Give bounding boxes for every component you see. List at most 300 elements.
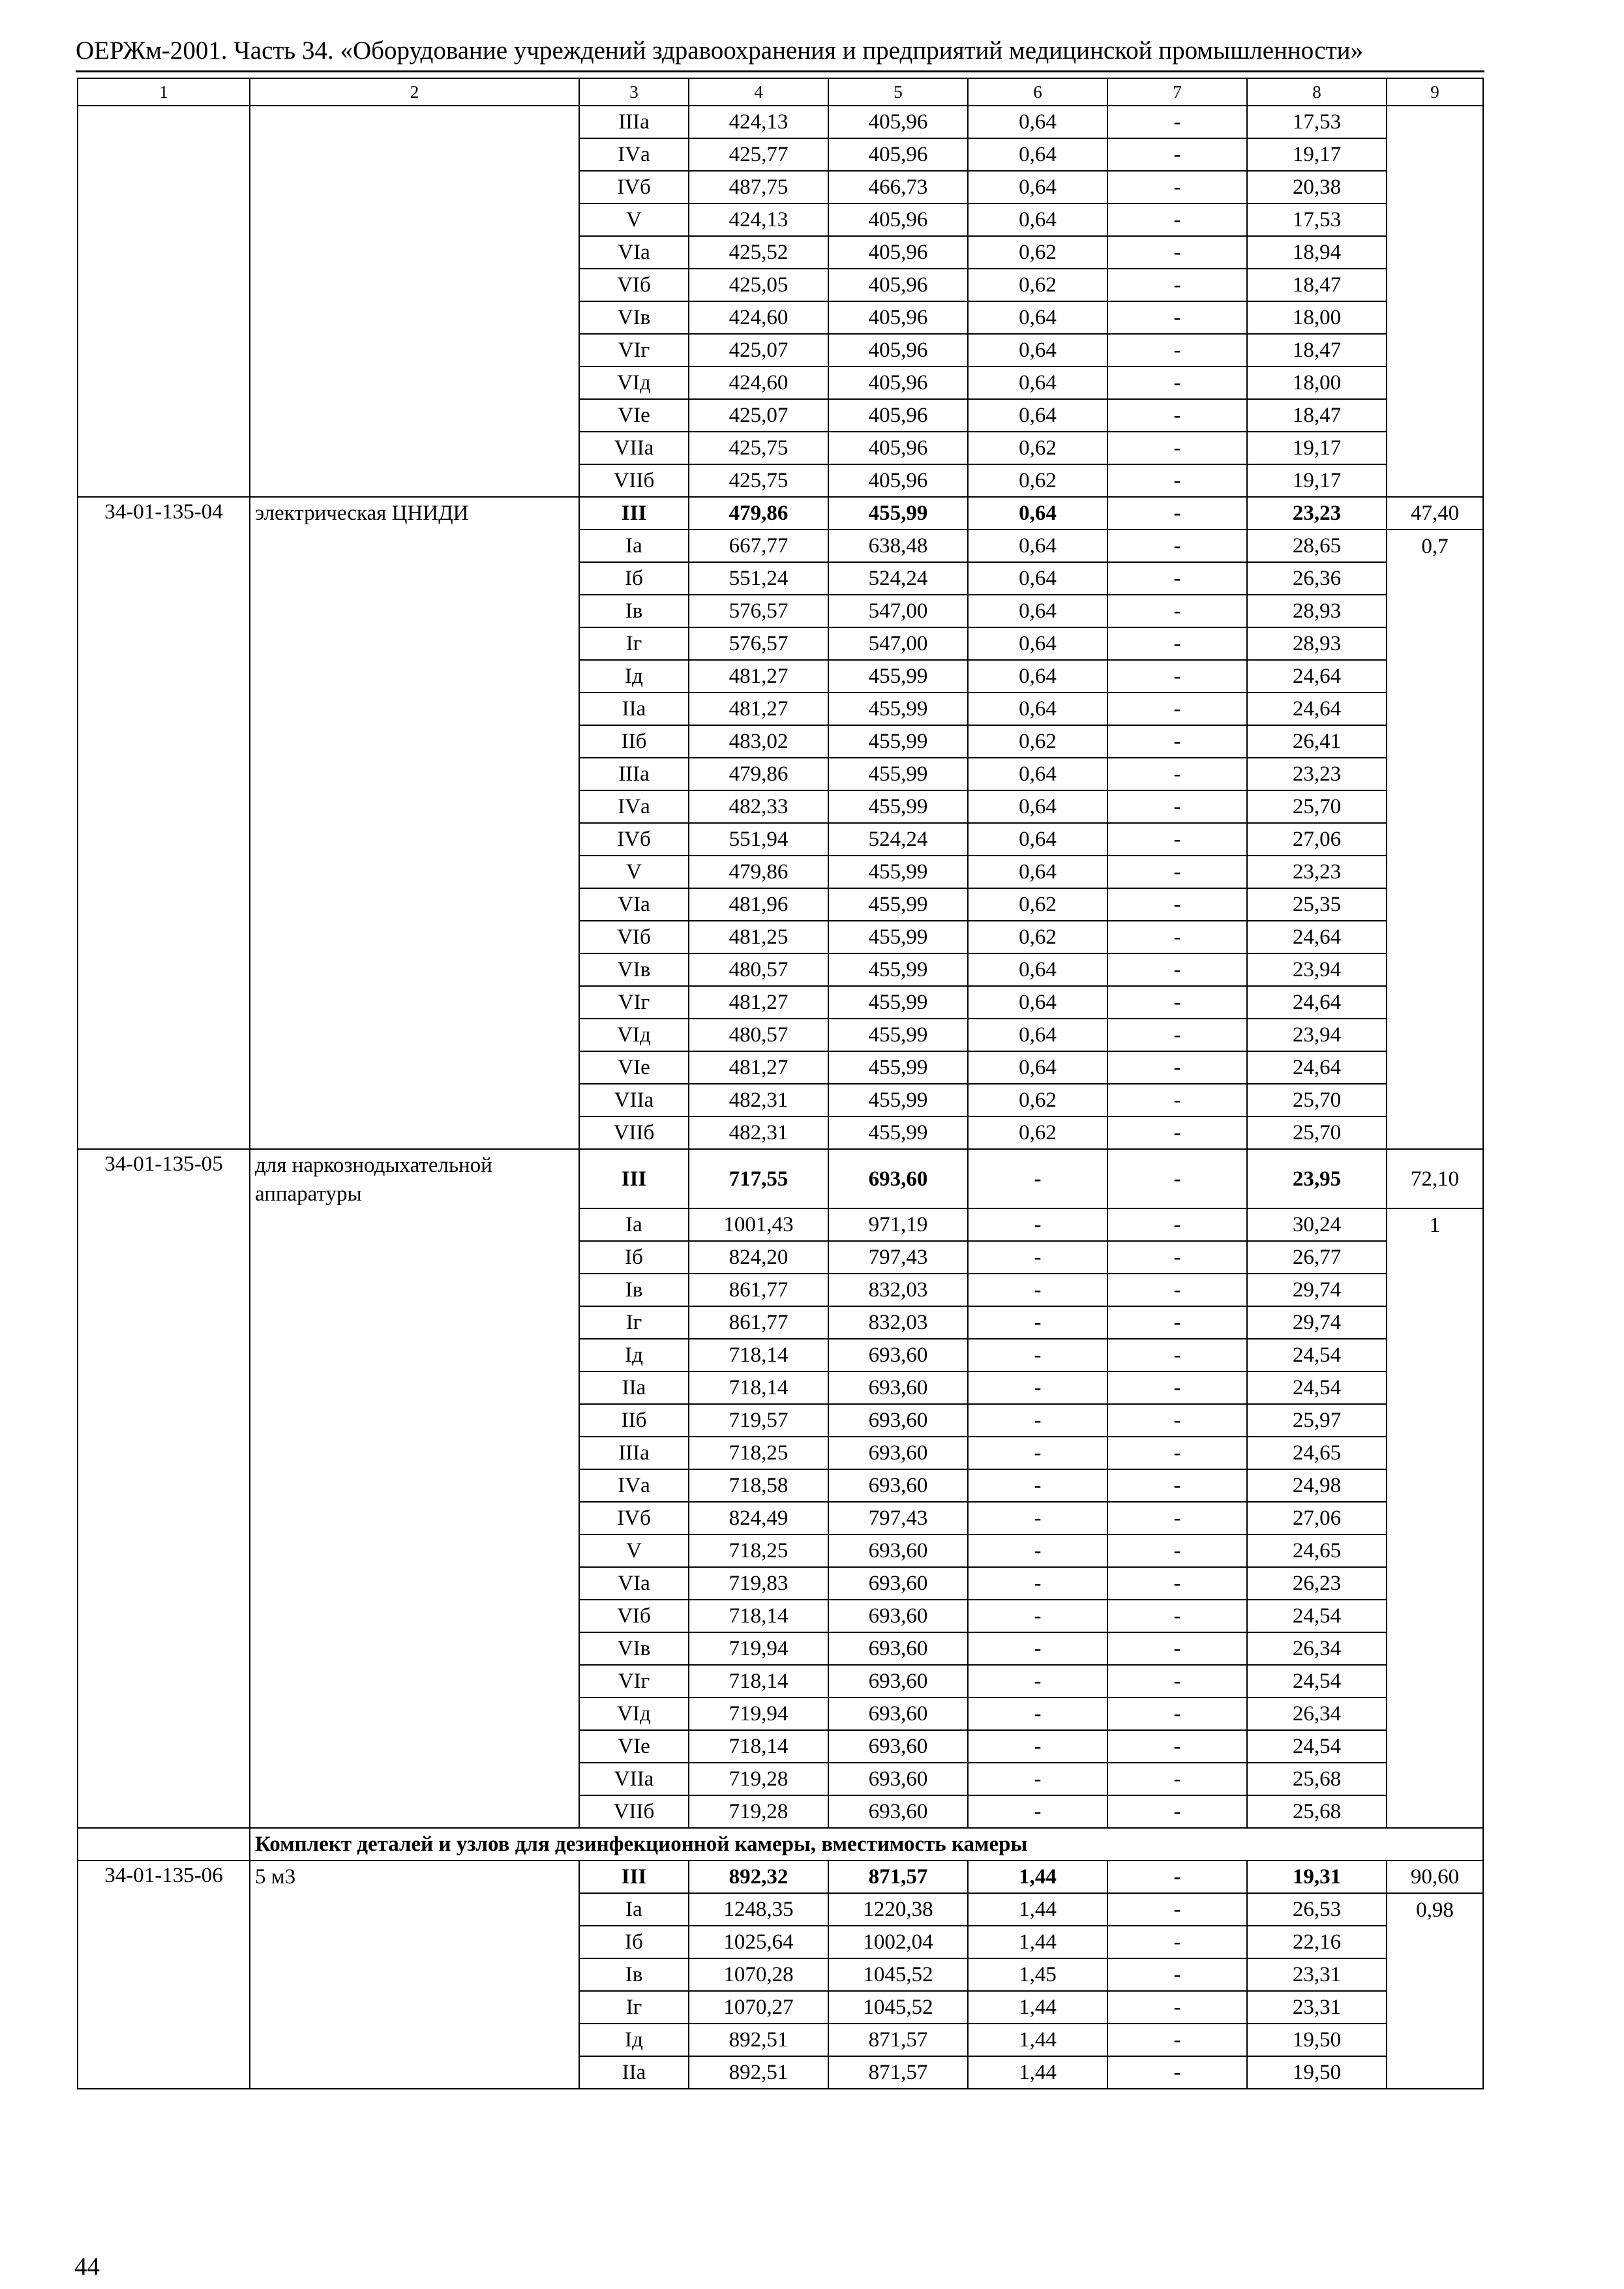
section-title: Комплект деталей и узлов для дезинфекционной камеры, вместимость камеры [250,1828,1483,1861]
machinists-wages-cell: - [1107,1926,1247,1958]
materials-cell: 23,23 [1247,856,1387,888]
column-number: 6 [968,78,1107,106]
machinists-wages-cell: - [1107,1469,1247,1502]
region-cell: IVа [579,790,689,823]
table-row [78,1600,1483,1632]
wages-cell: 405,96 [828,269,968,301]
total-cost-cell: 425,75 [689,432,828,464]
wages-cell: 693,60 [828,1437,968,1469]
labor-cell [1387,1437,1483,1469]
rate-code-cell [78,236,250,269]
description-cell [250,138,579,171]
labor-cell [1387,1958,1483,1991]
machinists-wages-cell: - [1107,823,1247,856]
total-cost-cell: 719,28 [689,1763,828,1795]
machinists-wages-cell: - [1107,1306,1247,1339]
machines-cell: 0,64 [968,530,1107,562]
wages-cell: 455,99 [828,986,968,1019]
machinists-wages-cell: - [1107,432,1247,464]
total-cost-cell: 424,13 [689,203,828,236]
materials-cell: 25,97 [1247,1404,1387,1437]
materials-cell: 25,70 [1247,1084,1387,1116]
machinists-wages-cell: - [1107,1763,1247,1795]
rate-code-cell [78,562,250,595]
machinists-wages-cell: - [1107,1241,1247,1274]
total-cost-cell: 425,52 [689,236,828,269]
description-cell [250,888,579,921]
column-number: 3 [579,78,689,106]
table-row [78,1274,1483,1306]
machines-cell: 0,64 [968,660,1107,693]
labor-cell: 72,10 [1387,1149,1483,1208]
description-cell: электрическая ЦНИДИ [250,497,579,530]
region-cell: Iа [579,1208,689,1241]
wages-cell: 455,99 [828,856,968,888]
table-row [78,1958,1483,1991]
table-row [78,1149,1483,1208]
region-cell: VIIа [579,1084,689,1116]
rate-code-cell [78,986,250,1019]
machinists-wages-cell: - [1107,399,1247,432]
rate-code-cell: 34-01-135-05 [78,1149,250,1208]
materials-cell: 27,06 [1247,823,1387,856]
region-cell: Iг [579,1306,689,1339]
materials-cell: 23,31 [1247,1991,1387,2024]
description-cell [250,1208,579,1241]
total-cost-cell: 718,14 [689,1730,828,1763]
labor-cell [1387,921,1483,953]
region-cell: VIд [579,1698,689,1730]
region-cell: VIв [579,1632,689,1665]
table-row [78,1019,1483,1051]
materials-cell: 24,54 [1247,1665,1387,1698]
machines-cell: 0,64 [968,562,1107,595]
materials-cell: 19,17 [1247,464,1387,497]
machinists-wages-cell: - [1107,236,1247,269]
page-title: ОЕРЖм-2001. Часть 34. «Оборудование учреждений здравоохранения и предприятий медицинской промышленности» [76,37,1363,65]
machines-cell: - [968,1371,1107,1404]
machines-cell: 0,64 [968,856,1107,888]
labor-cell [1387,758,1483,790]
labor-cell [1387,595,1483,627]
table-row [78,1084,1483,1116]
machinists-wages-cell: - [1107,138,1247,171]
machines-cell: 0,64 [968,986,1107,1019]
labor-cell: 1 [1387,1208,1483,1241]
wages-cell: 693,60 [828,1698,968,1730]
description-cell [250,2056,579,2089]
materials-cell: 27,06 [1247,1502,1387,1534]
wages-cell: 693,60 [828,1763,968,1795]
region-cell: VIд [579,1019,689,1051]
table-row [78,1404,1483,1437]
machinists-wages-cell: - [1107,1339,1247,1371]
machines-cell: 0,62 [968,1116,1107,1149]
column-number: 4 [689,78,828,106]
labor-cell [1387,562,1483,595]
wages-cell: 405,96 [828,464,968,497]
rate-code-cell [78,203,250,236]
labor-cell [1387,2056,1483,2089]
wages-cell: 455,99 [828,497,968,530]
region-cell: VIг [579,1665,689,1698]
region-cell: IIа [579,2056,689,2089]
rates-table [77,78,1484,2089]
labor-cell [1387,1698,1483,1730]
region-cell: VIа [579,888,689,921]
materials-cell: 26,34 [1247,1698,1387,1730]
machines-cell: 0,62 [968,1084,1107,1116]
labor-cell [1387,2024,1483,2056]
labor-cell [1387,334,1483,367]
description-cell: 5 м3 [250,1861,579,1893]
materials-cell: 23,94 [1247,953,1387,986]
description-cell [250,464,579,497]
labor-cell [1387,986,1483,1019]
region-cell: Iд [579,2024,689,2056]
region-cell: Iв [579,595,689,627]
rate-code-cell [78,334,250,367]
machines-cell: - [968,1502,1107,1534]
labor-cell [1387,660,1483,693]
total-cost-cell: 718,25 [689,1534,828,1567]
region-cell: IVа [579,138,689,171]
labor-cell [1387,1632,1483,1665]
region-cell: VIв [579,301,689,334]
region-cell: Iа [579,530,689,562]
rate-code-cell [78,1958,250,1991]
materials-cell: 25,70 [1247,790,1387,823]
machinists-wages-cell: - [1107,334,1247,367]
region-cell: VIг [579,986,689,1019]
machinists-wages-cell: - [1107,595,1247,627]
wages-cell: 455,99 [828,758,968,790]
labor-cell [1387,138,1483,171]
table-row [78,1116,1483,1149]
region-cell: VIб [579,921,689,953]
total-cost-cell: 481,27 [689,693,828,725]
region-cell: VIг [579,334,689,367]
table-row [78,856,1483,888]
region-cell: VIв [579,953,689,986]
table-row [78,334,1483,367]
labor-cell [1387,1665,1483,1698]
total-cost-cell: 1070,28 [689,1958,828,1991]
machinists-wages-cell: - [1107,1019,1247,1051]
rate-code-cell [78,1339,250,1371]
description-cell [250,1730,579,1763]
materials-cell: 24,54 [1247,1600,1387,1632]
rate-code-cell [78,790,250,823]
region-cell: VIа [579,236,689,269]
materials-cell: 19,50 [1247,2024,1387,2056]
total-cost-cell: 718,25 [689,1437,828,1469]
wages-cell: 638,48 [828,530,968,562]
total-cost-cell: 424,60 [689,367,828,399]
total-cost-cell: 480,57 [689,1019,828,1051]
machines-cell: 1,44 [968,1861,1107,1893]
materials-cell: 19,17 [1247,138,1387,171]
description-cell [250,595,579,627]
labor-cell [1387,1502,1483,1534]
machinists-wages-cell: - [1107,725,1247,758]
machines-cell: 1,44 [968,1893,1107,1926]
column-number: 8 [1247,78,1387,106]
wages-cell: 524,24 [828,823,968,856]
materials-cell: 23,95 [1247,1149,1387,1208]
region-cell: Iб [579,1926,689,1958]
wages-cell: 455,99 [828,921,968,953]
region-cell: Iг [579,1991,689,2024]
machinists-wages-cell: - [1107,497,1247,530]
description-cell [250,236,579,269]
materials-cell: 24,64 [1247,693,1387,725]
region-cell: IIб [579,1404,689,1437]
wages-cell: 455,99 [828,725,968,758]
description-cell [250,660,579,693]
machines-cell: 0,64 [968,203,1107,236]
description-cell [250,1763,579,1795]
total-cost-cell: 481,27 [689,660,828,693]
labor-cell [1387,1404,1483,1437]
table-row [78,236,1483,269]
machinists-wages-cell: - [1107,106,1247,138]
labor-cell [1387,790,1483,823]
machinists-wages-cell: - [1107,530,1247,562]
materials-cell: 28,93 [1247,627,1387,660]
description-cell [250,1469,579,1502]
table-row [78,725,1483,758]
table-row [78,1241,1483,1274]
description-cell [250,693,579,725]
materials-cell: 26,36 [1247,562,1387,595]
total-cost-cell: 892,51 [689,2056,828,2089]
description-cell [250,1893,579,1926]
total-cost-cell: 824,49 [689,1502,828,1534]
region-cell: IVб [579,171,689,203]
total-cost-cell: 481,27 [689,1051,828,1084]
materials-cell: 20,38 [1247,171,1387,203]
total-cost-cell: 718,14 [689,1600,828,1632]
labor-cell [1387,693,1483,725]
description-cell [250,1698,579,1730]
materials-cell: 26,53 [1247,1893,1387,1926]
rate-code-cell [78,1084,250,1116]
machines-cell: 0,62 [968,725,1107,758]
wages-cell: 693,60 [828,1404,968,1437]
region-cell: Iб [579,1241,689,1274]
table-row [78,921,1483,953]
machines-cell: - [968,1567,1107,1600]
table-row [78,562,1483,595]
region-cell: IVб [579,823,689,856]
machines-cell: - [968,1698,1107,1730]
wages-cell: 405,96 [828,138,968,171]
labor-cell [1387,432,1483,464]
machines-cell: - [968,1339,1107,1371]
total-cost-cell: 479,86 [689,497,828,530]
machinists-wages-cell: - [1107,660,1247,693]
description-cell [250,823,579,856]
total-cost-cell: 481,25 [689,921,828,953]
description-cell [250,1665,579,1698]
materials-cell: 26,77 [1247,1241,1387,1274]
wages-cell: 1045,52 [828,1991,968,2024]
wages-cell: 455,99 [828,790,968,823]
machinists-wages-cell: - [1107,1665,1247,1698]
region-cell: IIIа [579,758,689,790]
machinists-wages-cell: - [1107,1991,1247,2024]
materials-cell: 24,54 [1247,1339,1387,1371]
machinists-wages-cell: - [1107,1274,1247,1306]
total-cost-cell: 1070,27 [689,1991,828,2024]
materials-cell: 18,47 [1247,269,1387,301]
total-cost-cell: 551,24 [689,562,828,595]
machines-cell: 0,62 [968,432,1107,464]
description-cell [250,1084,579,1116]
table-row [78,1371,1483,1404]
labor-cell: 0,7 [1387,530,1483,562]
table-row [78,269,1483,301]
description-cell [250,562,579,595]
rate-code-cell [78,2056,250,2089]
description-cell [250,1991,579,2024]
materials-cell: 24,64 [1247,921,1387,953]
wages-cell: 871,57 [828,2056,968,2089]
labor-cell [1387,203,1483,236]
region-cell: Iд [579,1339,689,1371]
description-cell [250,856,579,888]
machines-cell: 0,64 [968,138,1107,171]
machines-cell: - [968,1795,1107,1828]
region-cell: IIIа [579,106,689,138]
rate-code-cell [78,106,250,138]
rate-code-cell [78,301,250,334]
total-cost-cell: 424,60 [689,301,828,334]
rate-code-cell [78,1600,250,1632]
region-cell: VIIб [579,1116,689,1149]
rate-code-cell [78,953,250,986]
rate-code-cell [78,1534,250,1567]
machinists-wages-cell: - [1107,1051,1247,1084]
region-cell: VIд [579,367,689,399]
region-cell: VIб [579,1600,689,1632]
labor-cell [1387,269,1483,301]
total-cost-cell: 719,94 [689,1698,828,1730]
materials-cell: 18,00 [1247,367,1387,399]
description-cell [250,399,579,432]
machines-cell: - [968,1534,1107,1567]
rate-code-cell [78,171,250,203]
description-cell: для наркознодыхательной аппаратуры [250,1149,579,1208]
materials-cell: 30,24 [1247,1208,1387,1241]
description-cell [250,1404,579,1437]
rate-code-cell [78,269,250,301]
machines-cell: 0,64 [968,758,1107,790]
wages-cell: 871,57 [828,2024,968,2056]
machinists-wages-cell: - [1107,1371,1247,1404]
region-cell: IIIа [579,1437,689,1469]
total-cost-cell: 718,14 [689,1371,828,1404]
machinists-wages-cell: - [1107,2056,1247,2089]
total-cost-cell: 717,55 [689,1149,828,1208]
rate-code-cell [78,1698,250,1730]
machines-cell: - [968,1149,1107,1208]
table-row [78,693,1483,725]
column-number: 2 [250,78,579,106]
machinists-wages-cell: - [1107,1600,1247,1632]
rate-code-cell: 34-01-135-06 [78,1861,250,1893]
region-cell: VIб [579,269,689,301]
machinists-wages-cell: - [1107,301,1247,334]
total-cost-cell: 479,86 [689,856,828,888]
materials-cell: 18,47 [1247,399,1387,432]
region-cell: Iв [579,1274,689,1306]
rate-code-cell [78,1371,250,1404]
description-cell [250,1926,579,1958]
machines-cell: 0,64 [968,367,1107,399]
region-cell: III [579,497,689,530]
description-cell [250,203,579,236]
total-cost-cell: 667,77 [689,530,828,562]
region-cell: III [579,1861,689,1893]
region-cell: Iб [579,562,689,595]
labor-cell [1387,823,1483,856]
wages-cell: 455,99 [828,693,968,725]
wages-cell: 1045,52 [828,1958,968,1991]
region-cell: VIе [579,1730,689,1763]
materials-cell: 24,65 [1247,1437,1387,1469]
table-row [78,1339,1483,1371]
region-cell: V [579,856,689,888]
table-row [78,1502,1483,1534]
table-row [78,1763,1483,1795]
wages-cell: 693,60 [828,1795,968,1828]
region-cell: V [579,203,689,236]
materials-cell: 18,94 [1247,236,1387,269]
section-row [78,1828,1483,1861]
rate-code-cell: 34-01-135-04 [78,497,250,530]
labor-cell [1387,236,1483,269]
labor-cell [1387,953,1483,986]
total-cost-cell: 481,96 [689,888,828,921]
wages-cell: 466,73 [828,171,968,203]
machines-cell: 0,64 [968,334,1107,367]
table-row [78,203,1483,236]
machinists-wages-cell: - [1107,1567,1247,1600]
description-cell [250,1795,579,1828]
machinists-wages-cell: - [1107,2024,1247,2056]
materials-cell: 19,31 [1247,1861,1387,1893]
wages-cell: 1002,04 [828,1926,968,1958]
description-cell [250,301,579,334]
machines-cell: - [968,1469,1107,1502]
description-cell [250,171,579,203]
wages-cell: 455,99 [828,888,968,921]
machines-cell: - [968,1730,1107,1763]
total-cost-cell: 719,83 [689,1567,828,1600]
description-cell [250,1051,579,1084]
table-row [78,627,1483,660]
machinists-wages-cell: - [1107,1116,1247,1149]
column-number: 7 [1107,78,1247,106]
wages-cell: 547,00 [828,627,968,660]
total-cost-cell: 576,57 [689,595,828,627]
machines-cell: - [968,1665,1107,1698]
labor-cell [1387,1730,1483,1763]
wages-cell: 693,60 [828,1632,968,1665]
rate-code-cell [78,627,250,660]
